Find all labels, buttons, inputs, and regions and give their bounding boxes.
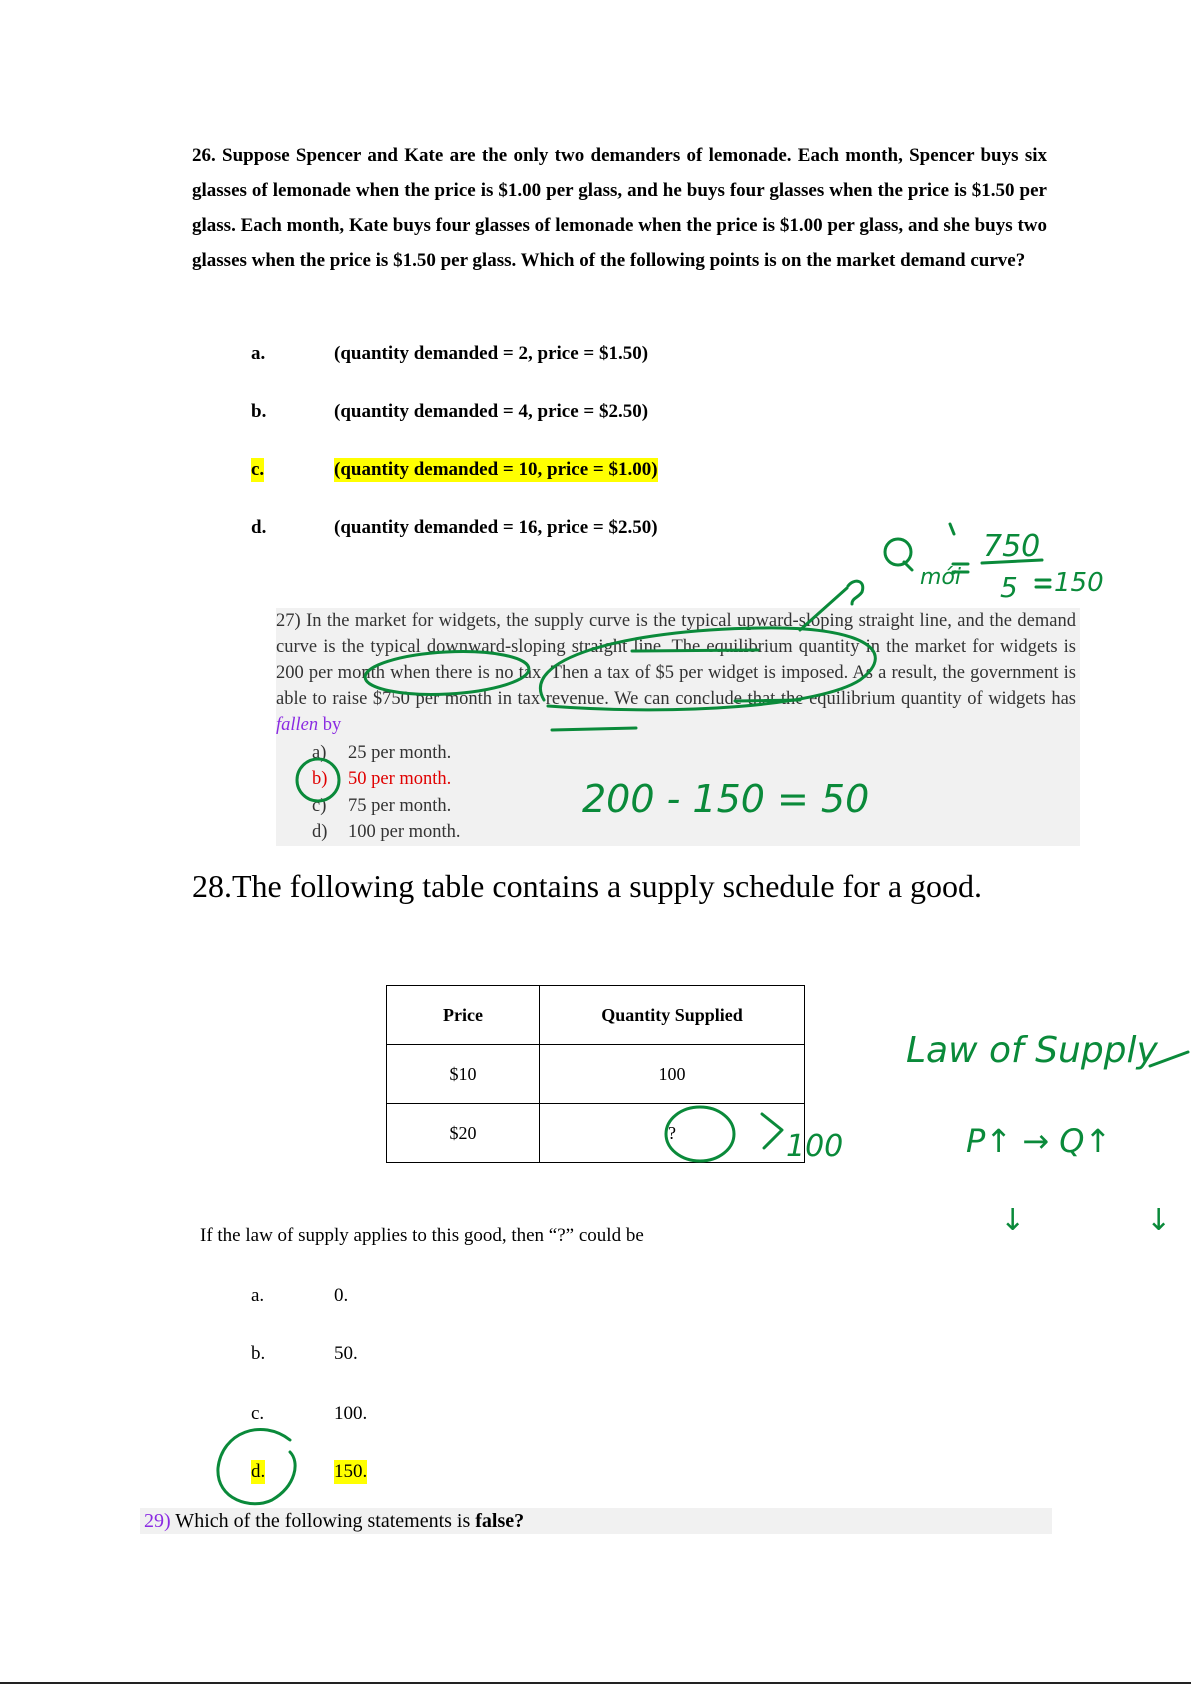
q27-option-c-letter: c) <box>312 796 327 816</box>
svg-text:mới: mới <box>920 565 962 590</box>
q28-option-a-text: 0. <box>334 1285 349 1306</box>
q28-option-b-text: 50. <box>334 1343 358 1364</box>
q28-option-a-letter: a. <box>251 1285 265 1306</box>
q26-option-d-letter: d. <box>251 517 267 538</box>
q26-option-c-text: (quantity demanded = 10, price = $1.00) <box>334 459 658 480</box>
q26-option-c-letter: c. <box>251 459 265 480</box>
table-cell-quantity: 100 <box>540 1045 805 1104</box>
q27-option-d-letter: d) <box>312 822 328 842</box>
q27-option-b-letter: b) <box>312 769 328 789</box>
q28-option-d-text: 150. <box>334 1461 368 1482</box>
ink-underline-fallen <box>552 728 636 730</box>
ink-calc-200-150: 200 - 150 = 50 <box>582 777 870 821</box>
q29-number: 29) <box>144 1510 171 1532</box>
ink-circle-200 <box>364 648 530 699</box>
q27-text-main: 27) In the market for widgets, the supply curve is the typical upward-sloping straight line, and the demand curve is the typical downward-sloping straight line. The equilibrium quantity in the market for widgets is 200 per month when there is no tax. Then a tax of $5 per widget is imposed. As a result, the government is able to raise $750 per month in tax revenue. We can conclude that the equilibrium quantity of widgets has <box>276 611 1076 709</box>
q26-option-b-letter: b. <box>251 401 267 422</box>
question-26-text: 26. Suppose Spencer and Kate are the only two demanders of lemonade. Each month, Spencer buys six glasses of lemonade when the price is $1.00 per glass, and he buys four glasses when the price is $1.50 per glass. Each month, Kate buys four glasses of lemonade when the price is $1.00 per glass, and she buys two glasses when the price is $1.50 per glass. Which of the following points is on the market demand curve? <box>192 145 1047 271</box>
svg-text:750: 750 <box>983 529 1041 564</box>
q27-option-b-text: 50 per month. <box>348 769 452 789</box>
ink-equation-q-moi <box>885 524 1104 604</box>
table-cell-quantity: ? <box>540 1104 805 1163</box>
ink-greater-than <box>762 1114 782 1148</box>
table-header-price: Price <box>387 986 540 1045</box>
q27-option-d-text: 100 per month. <box>348 822 461 842</box>
question-28-title: 28.The following table contains a supply schedule for a good. <box>192 868 983 904</box>
q28-option-d-letter: d. <box>251 1461 266 1482</box>
q28-option-b-letter: b. <box>251 1343 266 1364</box>
q28-option-c-letter: c. <box>251 1403 265 1424</box>
q27-option-a-letter: a) <box>312 743 327 763</box>
q29-bold: false? <box>475 1510 525 1532</box>
ink-loop-tax <box>540 628 875 710</box>
ink-q-down: ↓ <box>1146 1203 1172 1238</box>
ink-circle-question <box>666 1107 734 1161</box>
q26-option-a-text: (quantity demanded = 2, price = $1.50) <box>334 343 649 364</box>
q27-by: by <box>318 715 342 735</box>
ink-p-up-q-up: P↑ → Q↑ <box>966 1122 1112 1160</box>
q27-fallen: fallen <box>276 715 319 735</box>
q28-option-c-text: 100. <box>334 1403 368 1424</box>
q29-text: Which of the following statements is <box>170 1510 476 1532</box>
table-cell-price: $20 <box>387 1104 540 1163</box>
table-header-quantity: Quantity Supplied <box>540 986 805 1045</box>
ink-circle-answer-b <box>297 759 339 801</box>
q27-option-c-text: 75 per month. <box>348 796 452 816</box>
svg-text:5: 5 <box>1000 571 1018 604</box>
ink-law-of-supply: Law of Supply <box>906 1030 1158 1071</box>
ink-circle-answer-d <box>218 1429 295 1503</box>
svg-text:150: 150 <box>1054 568 1104 598</box>
table-cell-price: $10 <box>387 1045 540 1104</box>
q26-option-a-letter: a. <box>251 343 266 364</box>
ink-p-down: ↓ <box>1000 1203 1026 1238</box>
q28-prompt: If the law of supply applies to this good, then “?” could be <box>200 1225 644 1246</box>
ink-arrow-line <box>800 588 847 630</box>
ink-strike-straight-line <box>632 650 758 651</box>
q27-option-a-text: 25 per month. <box>348 743 452 763</box>
q26-option-b-text: (quantity demanded = 4, price = $2.50) <box>334 401 649 422</box>
q26-option-d-text: (quantity demanded = 16, price = $2.50) <box>334 517 658 538</box>
ink-value-100: 100 <box>786 1129 844 1164</box>
ink-question-mark <box>848 581 863 604</box>
